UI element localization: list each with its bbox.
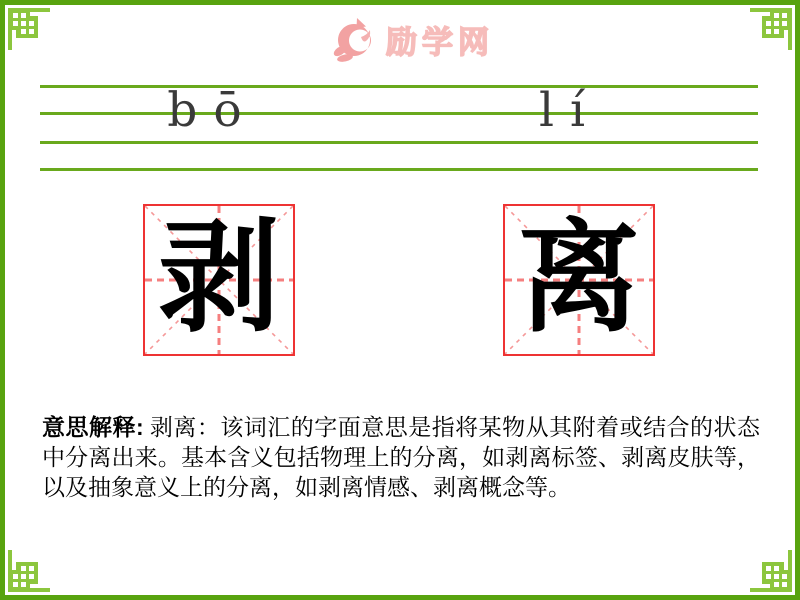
logo-text: 励学网 xyxy=(386,24,494,60)
pinyin-guideline xyxy=(40,168,758,171)
definition-label: 意思解释: xyxy=(42,414,144,440)
pinyin-guideline xyxy=(40,85,758,88)
pinyin-guideline xyxy=(40,141,758,144)
corner-ornament-top-right xyxy=(748,4,796,52)
corner-ornament-top-left xyxy=(4,4,52,52)
pinyin-syllable-bo: bō xyxy=(167,83,258,138)
site-watermark xyxy=(330,14,494,64)
pinyin-syllable-li: lí xyxy=(538,83,602,138)
character-box-bo xyxy=(143,204,295,356)
corner-ornament-bottom-left xyxy=(4,548,52,596)
hanzi-li: 离 xyxy=(518,212,640,347)
phoenix-flame-icon xyxy=(330,15,378,63)
hanzi-bo: 剥 xyxy=(158,212,280,347)
definition-text xyxy=(42,412,760,503)
corner-ornament-bottom-right xyxy=(748,548,796,596)
definition-body: 剥离：该词汇的字面意思是指将某物从其附着或结合的状态中分离出来。基本含义包括物理上的分离，如剥离标签、剥离皮肤等，以及抽象意义上的分离，如剥离情感、剥离概念等。 xyxy=(42,415,761,500)
pinyin-guideline xyxy=(40,112,758,115)
character-box-li xyxy=(503,204,655,356)
